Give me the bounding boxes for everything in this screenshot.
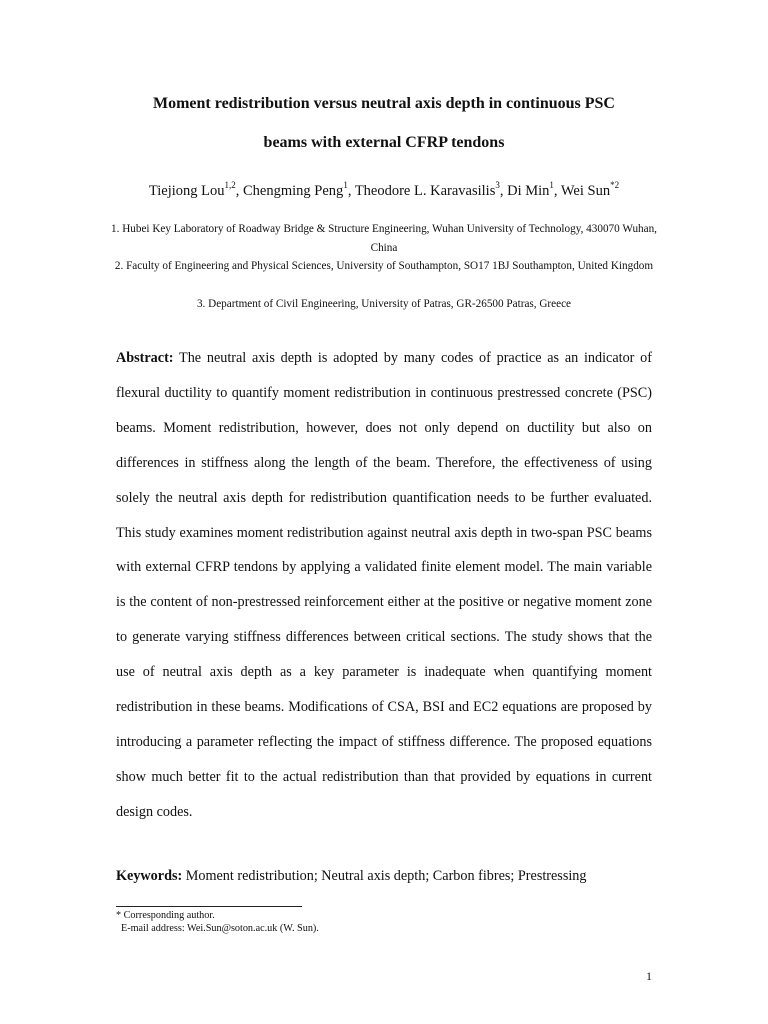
author-affiliation-mark: 1,2 <box>224 180 236 190</box>
author-name: Wei Sun <box>560 183 611 199</box>
abstract-text: The neutral axis depth is adopted by many codes of practice as an indicator of flexural ductility to quantify moment redistribution in continuous prestressed concrete (PSC) beams. Moment redistribution, however, does not only depend on ductility but also on differences in stiffness along the length of the beam. Therefore, the effectiveness of using solely the neutral axis depth for redistribution quantification needs to be further evaluated. This study examines moment redistribution against neutral axis depth in two-span PSC beams with external CFRP tendons by applying a validated finite element model. The main variable is the content of non-prestressed reinforcement either at the positive or negative moment zone to generate varying stiffness differences between critical sections. The study shows that the use of neutral axis depth as a key parameter is inadequate when quantifying moment redistribution in these beams. Modifications of CSA, BSI and EC2 equations are proposed by introducing a parameter reflecting the impact of stiffness difference. The proposed equations show much better fit to the actual redistribution than that provided by equations in current design codes. <box>116 350 652 820</box>
footnote-divider <box>116 906 302 907</box>
keywords-line <box>116 868 652 885</box>
author-name: Theodore L. Karavasilis <box>354 183 496 199</box>
title-line-1: Moment redistribution versus neutral axis depth in continuous PSC <box>153 95 615 112</box>
author-name: Chengming Peng <box>243 183 344 199</box>
keywords-label: Keywords: <box>116 868 183 884</box>
keywords-text: Moment redistribution; Neutral axis depth; Carbon fibres; Prestressing <box>185 868 587 884</box>
author-affiliation-mark: *2 <box>610 180 620 190</box>
author-name: Tiejiong Lou <box>148 183 225 199</box>
abstract-paragraph <box>116 341 652 830</box>
footnote-email: E-mail address: Wei.Sun@soton.ac.uk (W. Sun). <box>121 923 319 934</box>
affiliation-2: 2. Faculty of Engineering and Physical Sciences, University of Southampton, SO17 1BJ Southampton, United Kingdom <box>114 260 654 272</box>
footnote-corresponding: * Corresponding author. <box>116 910 215 921</box>
page-number: 1 <box>646 969 652 983</box>
abstract-label: Abstract: <box>116 350 174 366</box>
title-line-2: beams with external CFRP tendons <box>263 134 505 151</box>
author-name: Di Min <box>507 183 550 199</box>
author-affiliation-mark: 1 <box>549 180 554 190</box>
author-affiliation-mark: 1 <box>343 180 348 190</box>
affiliation-3: 3. Department of Civil Engineering, University of Patras, GR-26500 Patras, Greece <box>196 298 572 310</box>
affiliation-1: 1. Hubei Key Laboratory of Roadway Bridge & Structure Engineering, Wuhan University of Technology, 430070 Wuhan, China <box>111 223 657 254</box>
author-affiliation-mark: 3 <box>495 180 500 190</box>
author-list: Tiejiong Lou$^{1,2}$, Chengming Peng$^1$, Theodore L. Karavasilis$^3$, Di Min$^1$, Wei Sun$^{*2}$ <box>148 180 620 199</box>
